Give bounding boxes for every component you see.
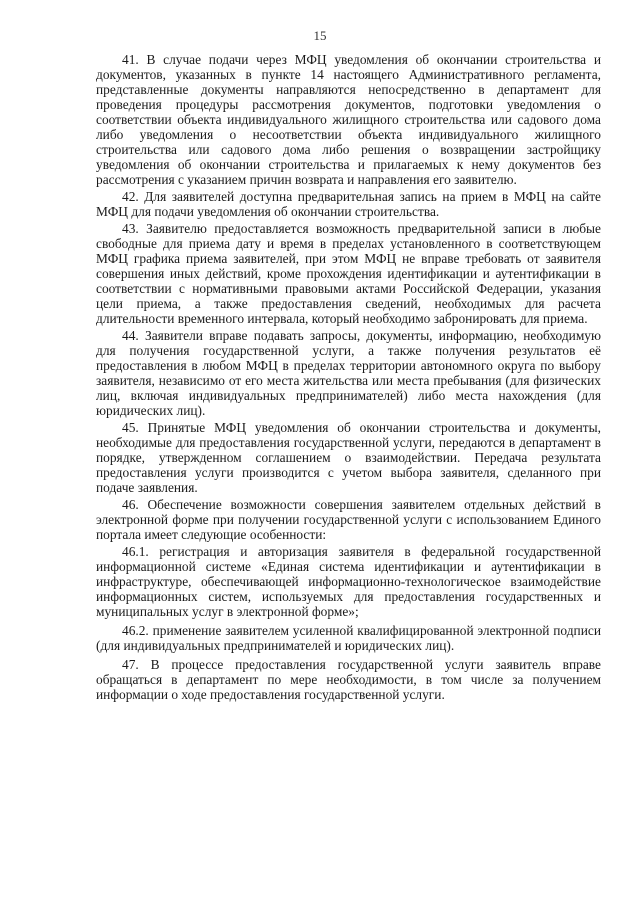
paragraph-45: 45. Принятые МФЦ уведомления об окончании строительства и документы, необходимые для предоставления государственной услуги, передаются в департамент в порядке, утвержденном соглашением о взаимодействии. Передача результата предоставления услуги производится с учетом выбора заявителя, сделанного при подаче заявления. bbox=[96, 420, 601, 495]
paragraph-42: 42. Для заявителей доступна предварительная запись на прием в МФЦ на сайте МФЦ для подачи уведомления об окончании строительства. bbox=[96, 189, 601, 219]
paragraph-46-2: 46.2. применение заявителем усиленной квалифицированной электронной подписи (для индивидуальных предпринимателей и юридических лиц). bbox=[96, 623, 601, 653]
document-body bbox=[96, 52, 601, 704]
paragraph-46-1: 46.1. регистрация и авторизация заявителя в федеральной государственной информационной системе «Единая система идентификации и аутентификации в инфраструктуре, обеспечивающей информационно-технологическое взаимодействие информационных систем, используемых для предоставления государственных и муниципальных услуг в электронной форме»; bbox=[96, 544, 601, 619]
page-number: 15 bbox=[313, 28, 327, 43]
paragraph-46: 46. Обеспечение возможности совершения заявителем отдельных действий в электронной форме при получении государственной услуги с использованием Единого портала имеет следующие особенности: bbox=[96, 497, 601, 542]
paragraph-47: 47. В процессе предоставления государственной услуги заявитель вправе обращаться в департамент по мере необходимости, в том числе за получением информации о ходе предоставления государственной услуги. bbox=[96, 657, 601, 702]
paragraph-43: 43. Заявителю предоставляется возможность предварительной записи в любые свободные для приема дату и время в пределах установленного в соответствующем МФЦ графика приема заявителей, при этом МФЦ не вправе требовать от заявителя совершения иных действий, кроме прохождения идентификации и аутентификации в соответствии с нормативными правовыми актами Российской Федерации, указания цели приема, а также предоставления сведений, необходимых для расчета длительности временного интервала, который необходимо забронировать для приема. bbox=[96, 221, 601, 326]
paragraph-41: 41. В случае подачи через МФЦ уведомления об окончании строительства и документов, указанных в пункте 14 настоящего Административного регламента, представленные документы направляются непосредственно в департамент для проведения процедуры рассмотрения документов, подготовки уведомления о соответствии объекта индивидуального жилищного строительства или садового дома либо уведомления о несоответствии объекта индивидуального жилищного строительства или садового дома либо решения о возвращении застройщику уведомления об окончании строительства и прилагаемых к нему документов без рассмотрения с указанием причин возврата и направления его заявителю. bbox=[96, 52, 601, 187]
paragraph-44: 44. Заявители вправе подавать запросы, документы, информацию, необходимую для получения государственной услуги, а также получения результатов её предоставления в любом МФЦ в пределах территории автономного округа по выбору заявителя, независимо от его места жительства или места пребывания (для физических лиц, включая индивидуальных предпринимателей) либо места нахождения (для юридических лиц). bbox=[96, 328, 601, 418]
